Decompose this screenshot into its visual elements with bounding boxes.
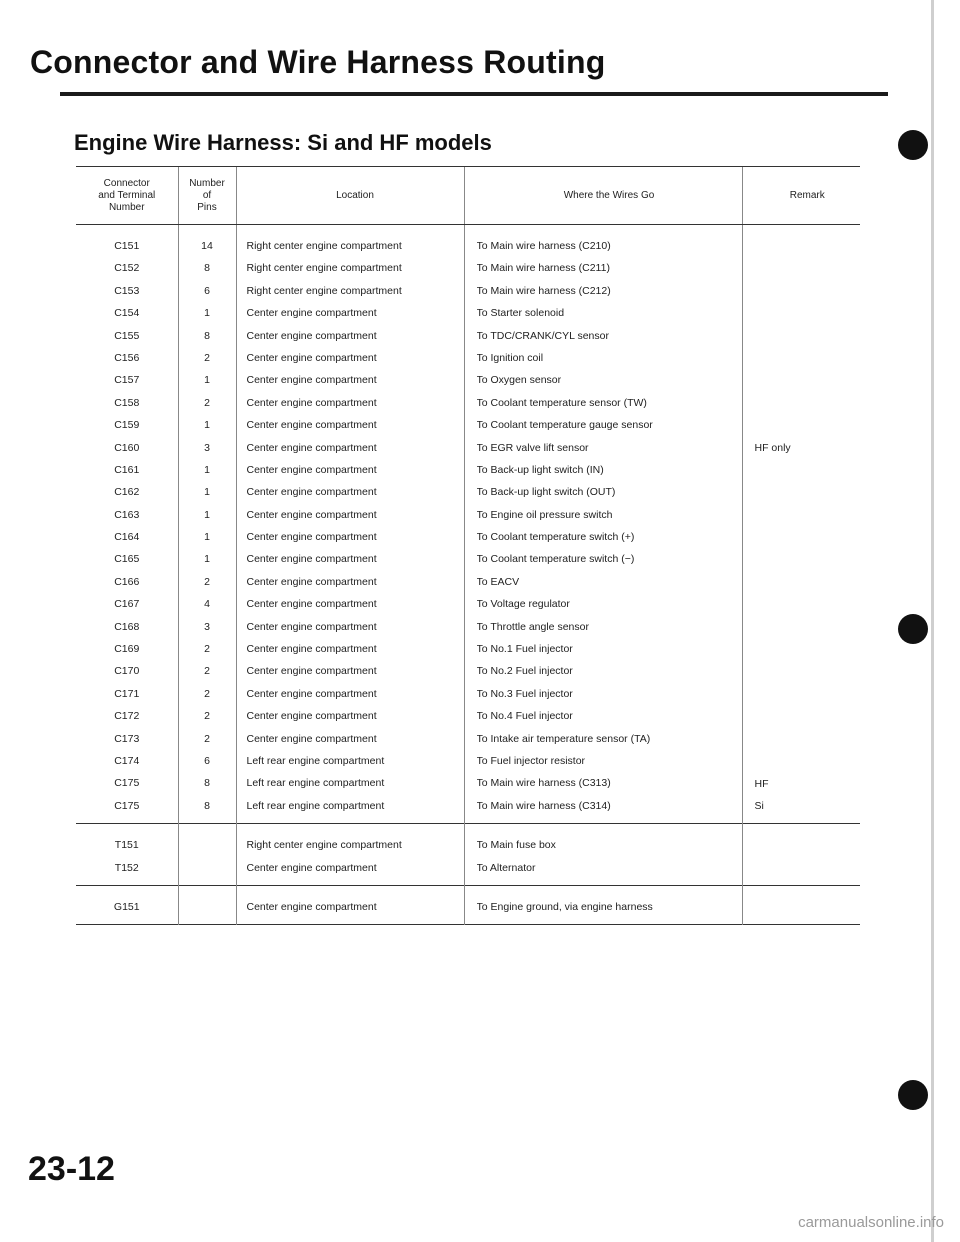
pin-count: 8 [204,799,210,812]
location-text: Right center engine compartment [246,839,402,852]
location-text: Center engine compartment [246,307,377,320]
connector-id: C153 [114,284,140,297]
location-text: Right center engine compartment [246,240,402,252]
pin-count [179,857,236,879]
pin-count: 6 [204,284,210,297]
pin-count: 2 [204,665,210,678]
connector-id: C157 [114,374,140,387]
location-text: Center engine compartment [246,374,377,387]
location-text: Center engine compartment [246,710,377,723]
connector-id: C167 [114,598,140,611]
destination-text: To Back-up light switch (OUT) [476,486,616,499]
terminal-group [76,824,860,886]
connector-id: C152 [114,262,140,275]
ground-location-column [236,885,464,924]
destination-text: To No.1 Fuel injector [476,643,573,656]
title-rule [60,92,888,96]
pin-count: 2 [204,351,210,364]
destination-text: To Main wire harness (C211) [476,262,610,275]
pin-count: 2 [204,732,210,745]
location-text: Center engine compartment [246,732,377,745]
ground-pins-column [178,885,236,924]
location-text: Center engine compartment [246,531,377,544]
pin-count: 2 [204,396,210,409]
destination-text: To Coolant temperature switch (−) [476,553,635,566]
connector-id: C164 [114,531,140,544]
connector-id: C161 [114,463,140,476]
connector-id: C168 [114,620,140,633]
connector-id: T152 [114,861,139,874]
location-text: Center engine compartment [246,575,377,588]
section-subtitle: Engine Wire Harness: Si and HF models [74,130,492,155]
location-text: Center engine compartment [246,508,377,521]
remark-hf: HF [754,778,769,790]
destination-text: To Alternator [476,861,536,874]
connector-id: C172 [114,710,140,723]
pin-count: 8 [204,329,210,342]
pin-count: 1 [204,374,210,387]
destination-text: To Main wire harness (C313) [476,777,611,790]
destination-text: To Main fuse box [476,839,556,852]
ground-remark-column [742,885,860,924]
pin-count: 2 [204,687,210,700]
destination-text: To EGR valve lift sensor [476,441,589,454]
connector-id: T151 [114,839,139,852]
location-text: Center engine compartment [246,620,377,633]
pin-count: 6 [204,754,210,767]
location-column [236,225,464,824]
header-connector: Connector and Terminal Number [76,167,178,225]
destination-text: To No.4 Fuel injector [476,710,573,723]
connector-id: G151 [113,900,140,913]
pin-count: 2 [204,710,210,723]
pin-count-column [178,225,236,824]
location-text: Center engine compartment [246,486,377,499]
location-text: Center engine compartment [246,861,377,874]
binder-hole-3 [898,1080,928,1110]
ground-id-column [76,885,178,924]
pin-count: 1 [204,531,210,544]
connector-id: C163 [114,508,140,521]
remark-column [742,225,860,824]
page-edge-line [931,0,934,1242]
pin-count [179,896,236,918]
location-text: Center engine compartment [246,687,377,700]
pin-count: 3 [204,441,210,454]
terminal-destination-column [464,824,742,886]
pin-count: 3 [204,620,210,633]
terminal-remark-column [742,824,860,886]
connector-id: C159 [114,419,140,432]
binder-hole-2 [898,614,928,644]
connector-id: C173 [114,732,140,745]
connector-id: C165 [114,553,140,566]
remark-si: Si [754,800,764,813]
connector-id: C151 [114,240,140,252]
connector-id: C171 [114,687,140,700]
location-text: Center engine compartment [246,900,377,913]
location-text: Center engine compartment [246,598,377,611]
destination-text: To Throttle angle sensor [476,620,589,633]
remark-hf-only: HF only [754,441,791,454]
destination-text: To Fuel injector resistor [476,754,586,767]
header-location: Location [236,167,464,225]
destination-text: To Main wire harness (C212) [476,284,611,297]
connector-id: C169 [114,643,140,656]
pin-count [179,834,236,856]
location-text: Center engine compartment [246,463,377,476]
binder-hole-1 [898,130,928,160]
table-header-row [76,167,860,225]
pin-count: 14 [201,240,213,252]
destination-text: To Intake air temperature sensor (TA) [476,732,651,745]
connector-id: C154 [114,307,140,320]
header-where: Where the Wires Go [464,167,742,225]
location-text: Center engine compartment [246,351,377,364]
destination-text: To Ignition coil [476,351,544,364]
connector-id: C174 [114,754,140,767]
terminal-id-column [76,824,178,886]
pin-count: 8 [204,777,210,790]
destination-text: To Coolant temperature sensor (TW) [476,396,647,409]
pin-count: 1 [204,463,210,476]
location-text: Center engine compartment [246,643,377,656]
connector-id: C156 [114,351,140,364]
pin-count: 1 [204,307,210,320]
pin-count: 1 [204,419,210,432]
location-text: Center engine compartment [246,553,377,566]
connector-id: C166 [114,575,140,588]
harness-table [76,166,860,925]
destination-text: To Main wire harness (C210) [476,240,611,252]
destination-text: To TDC/CRANK/CYL sensor [476,329,609,342]
pin-count: 4 [204,598,210,611]
ground-group [76,885,860,924]
pin-count: 1 [204,508,210,521]
connector-id: C155 [114,329,140,342]
location-text: Center engine compartment [246,441,377,454]
location-text: Left rear engine compartment [246,799,385,812]
destination-text: To Coolant temperature gauge sensor [476,419,653,432]
destination-text: To Starter solenoid [476,307,565,320]
location-text: Center engine compartment [246,329,377,342]
connector-id: C170 [114,665,140,678]
location-text: Left rear engine compartment [246,777,385,790]
ground-destination-column [464,885,742,924]
destination-text: To Engine ground, via engine harness [476,900,653,913]
destination-text: To No.2 Fuel injector [476,665,573,678]
page-number: 23-12 [28,1150,115,1188]
connector-id: C158 [114,396,140,409]
destination-text: To Coolant temperature switch (+) [476,531,635,544]
watermark-url: carmanualsonline.info [798,1214,944,1231]
header-pins: Number of Pins [178,167,236,225]
terminal-location-column [236,824,464,886]
connector-id: C175 [114,799,140,812]
terminal-pins-column [178,824,236,886]
destination-text: To No.3 Fuel injector [476,687,573,700]
destination-text: To Back-up light switch (IN) [476,463,604,476]
location-text: Left rear engine compartment [246,754,385,767]
destination-text: To Voltage regulator [476,598,570,611]
location-text: Center engine compartment [246,396,377,409]
location-text: Right center engine compartment [246,284,402,297]
location-text: Right center engine compartment [246,262,402,275]
page-title: Connector and Wire Harness Routing [30,44,606,80]
pin-count: 1 [204,486,210,499]
pin-count: 1 [204,553,210,566]
pin-count: 2 [204,575,210,588]
connector-id: C162 [114,486,140,499]
destination-text: To EACV [476,575,520,588]
destination-text: To Oxygen sensor [476,374,562,387]
destination-column [464,225,742,824]
destination-text: To Engine oil pressure switch [476,508,613,521]
connector-id: C160 [114,441,140,454]
connector-id-column [76,225,178,824]
header-remark: Remark [742,167,860,225]
pin-count: 8 [204,262,210,275]
pin-count: 2 [204,643,210,656]
destination-text: To Main wire harness (C314) [476,799,611,812]
connector-id: C175 [114,777,140,790]
location-text: Center engine compartment [246,419,377,432]
connector-group [76,225,860,824]
location-text: Center engine compartment [246,665,377,678]
